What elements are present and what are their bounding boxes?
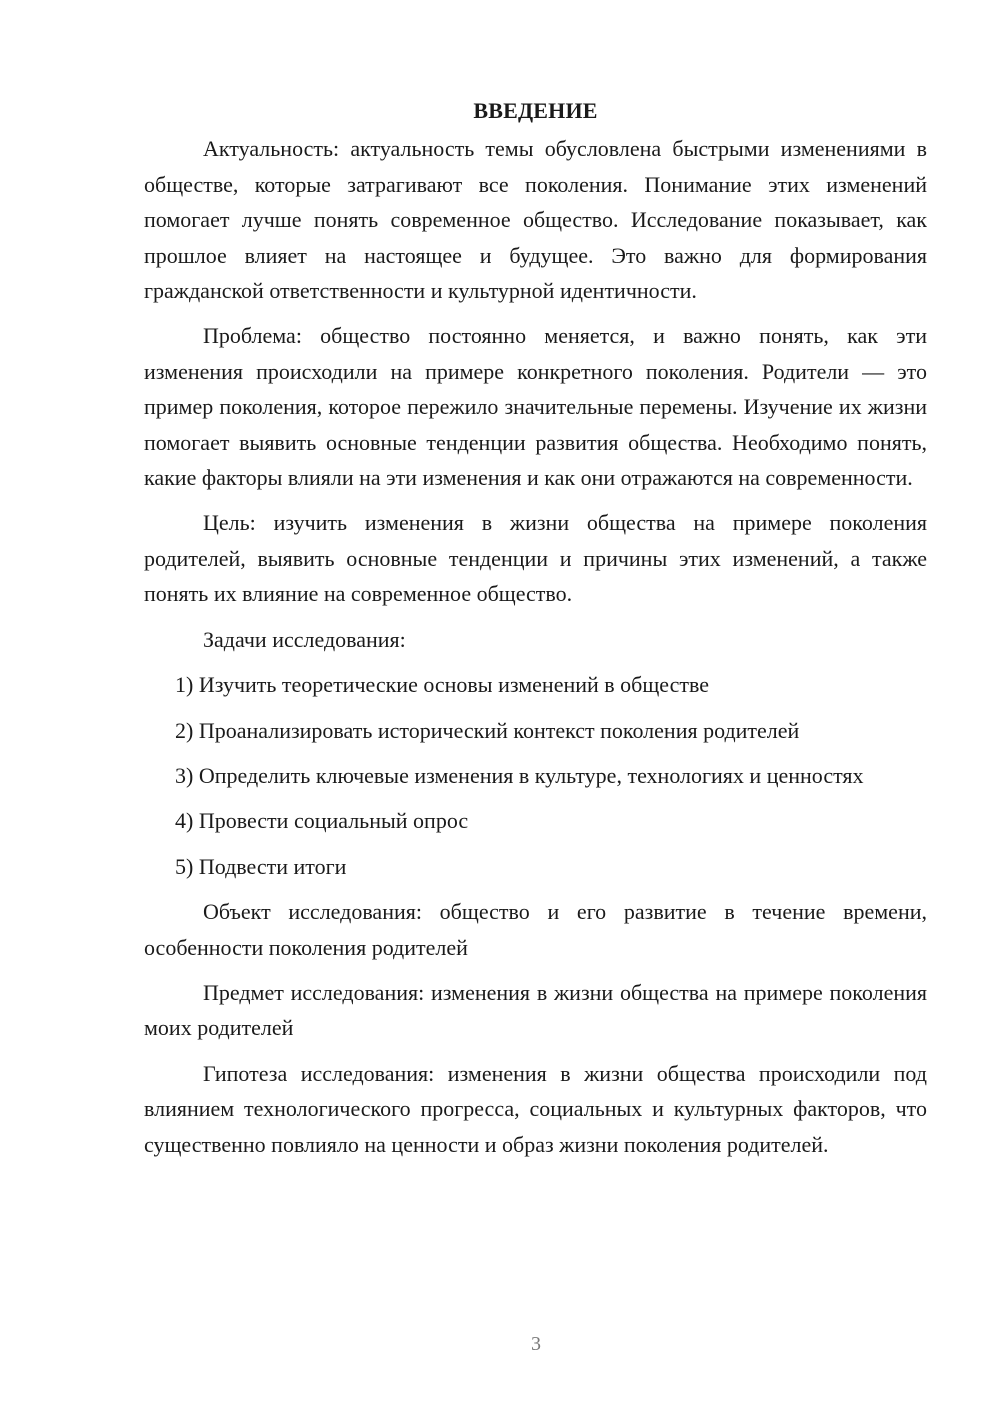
- paragraph-relevance: Актуальность: актуальность темы обусловлена быстрыми изменениями в обществе, которые затрагивают все поколения. Понимание этих изменений помогает лучше понять современное общество. Исследование показывает, как прошлое влияет на настоящее и будущее. Это важно для формирования гражданской ответственности и культурной идентичности.: [144, 136, 927, 304]
- task-item-5: 5) Подвести итоги: [175, 853, 347, 879]
- task-item-1: 1) Изучить теоретические основы изменений в обществе: [175, 672, 710, 698]
- task-list: [144, 667, 927, 884]
- page-content: [144, 93, 927, 1172]
- paragraph-goal: Цель: изучить изменения в жизни общества на примере поколения родителей, выявить основные тенденции и причины этих изменений, а также понять их влияние на современное общество.: [144, 510, 927, 607]
- paragraph-object: Объект исследования: общество и его развитие в течение времени, особенности поколения родителей: [144, 899, 927, 960]
- task-item-2: 2) Проанализировать исторический контекст поколения родителей: [175, 717, 800, 743]
- paragraph-hypothesis: Гипотеза исследования: изменения в жизни общества происходили под влиянием технологического прогресса, социальных и культурных факторов, что существенно повлияло на ценности и образ жизни поколения родителей.: [144, 1060, 927, 1157]
- paragraph-subject: Предмет исследования: изменения в жизни общества на примере поколения моих родителей: [144, 979, 927, 1041]
- task-item-4: 4) Провести социальный опрос: [175, 808, 469, 834]
- page-title: ВВЕДЕНИЕ: [473, 98, 598, 123]
- paragraph-problem: Проблема: общество постоянно меняется, и важно понять, как эти изменения происходили на примере конкретного поколения. Родители — это пример поколения, которое пережило значительные перемены. Изучение их жизни помогает выявить основные тенденции развития общества. Необходимо понять, какие факторы влияли на эти изменения и как они отражаются на современности.: [144, 323, 927, 491]
- page-number: 3: [531, 1333, 541, 1355]
- task-item-3: 3) Определить ключевые изменения в культуре, технологиях и ценностях: [175, 762, 864, 788]
- paragraph-tasks-heading: Задачи исследования:: [203, 626, 406, 652]
